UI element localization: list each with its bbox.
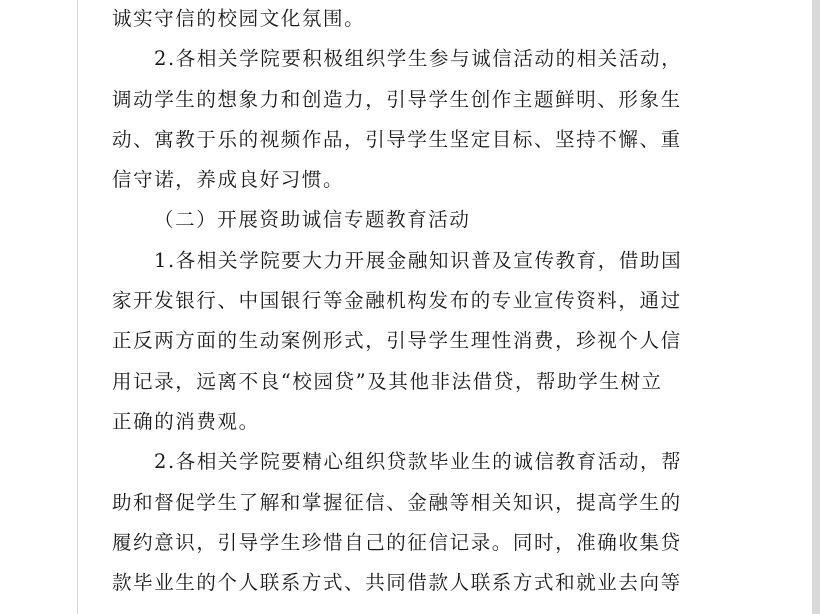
text-line: 诚实守信的校园文化氛围。 (112, 7, 366, 30)
text-line: 1.各相关学院要大力开展金融知识普及宣传教育，借助国 (154, 248, 683, 272)
window-edge (812, 0, 820, 614)
text-line: 动、寓教于乐的视频作品，引导学生坚定目标、坚持不懈、重 (112, 127, 682, 151)
text-line: 助和督促学生了解和掌握征信、金融等相关知识，提高学生的 (112, 490, 682, 514)
section-heading: （二）开展资助诚信专题教育活动 (154, 208, 471, 232)
text-line: 2.各相关学院要精心组织贷款毕业生的诚信教育活动，帮 (154, 450, 683, 474)
text-line: 正反两方面的生动案例形式，引导学生理性消费，珍视个人信 (112, 329, 682, 353)
text-line: 家开发银行、中国银行等金融机构发布的专业宣传资料，通过 (112, 289, 682, 313)
text-line: 用记录，远离不良“校园贷”及其他非法借贷，帮助学生树立 (112, 369, 663, 393)
text-block (112, 0, 712, 603)
document-body (112, 0, 712, 603)
text-line: 款毕业生的个人联系方式、共同借款人联系方式和就业去向等 (112, 571, 682, 595)
text-line: 信守诺，养成良好习惯。 (112, 168, 345, 192)
page-margin-guide (0, 0, 78, 614)
text-line: 正确的消费观。 (112, 409, 260, 433)
text-line: 履约意识，引导学生珍惜自己的征信记录。同时，准确收集贷 (112, 530, 682, 554)
text-line: 调动学生的想象力和创造力，引导学生创作主题鲜明、形象生 (112, 87, 682, 111)
text-line: 2.各相关学院要积极组织学生参与诚信活动的相关活动， (154, 47, 683, 71)
